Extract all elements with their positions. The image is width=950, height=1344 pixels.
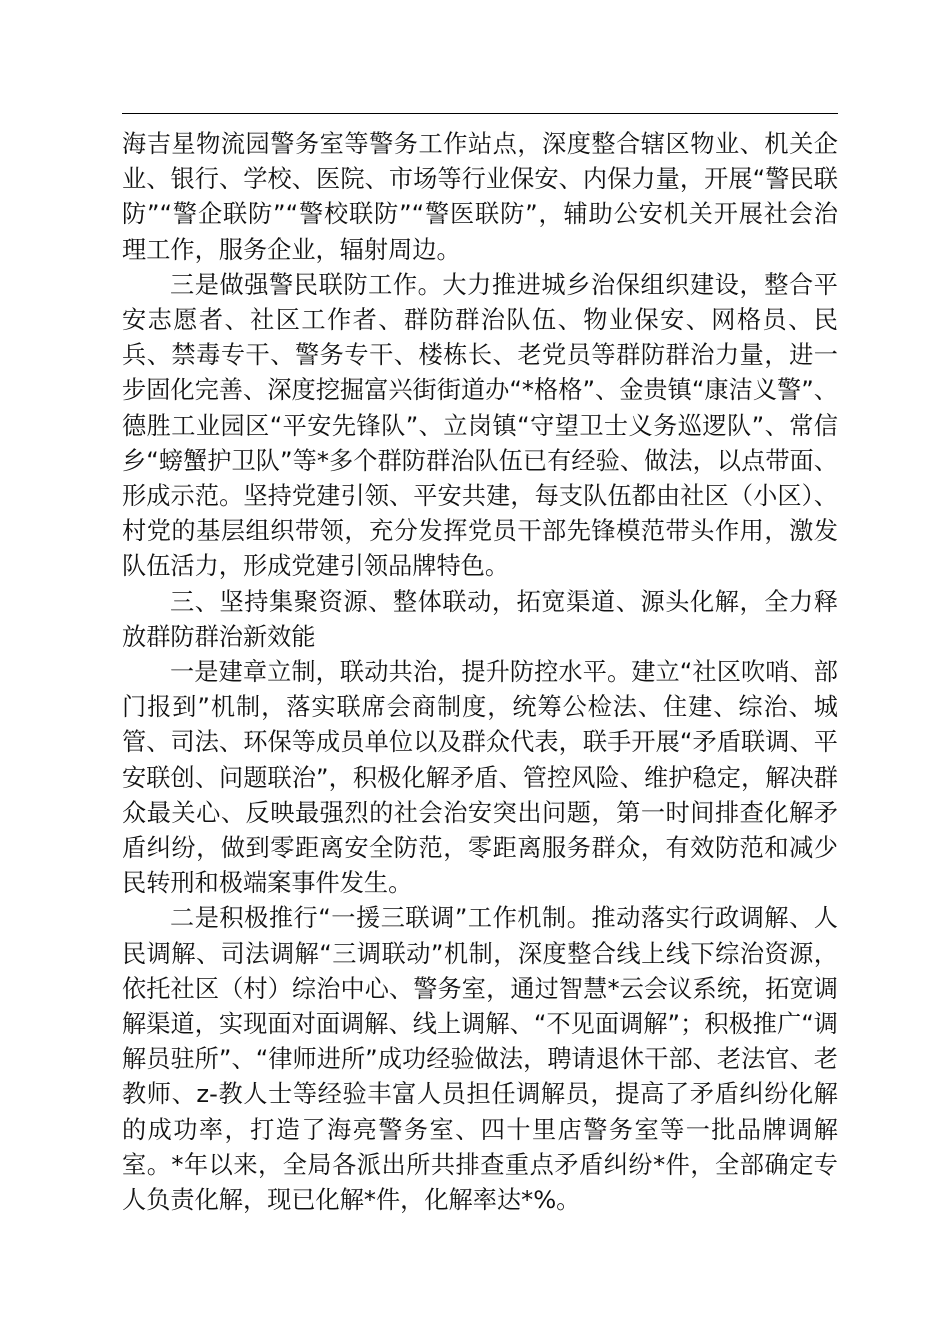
- paragraph-second-point: 二是积极推行“一援三联调”工作机制。推动落实行政调解、人民调解、司法调解“三调联动”机制，深度整合线上线下综治资源，依托社区（村）综治中心、警务室，通过智慧*云会议系统，拓宽调解渠道，实现面对面调解、线上调解、“不见面调解”；积极推广“调解员驻所”、“律师进所”成功经验做法，聘请退休干部、老法官、老教师、z-教人士等经验丰富人员担任调解员，提高了矛盾纠纷化解的成功率，打造了海亮警务室、四十里店警务室等一批品牌调解室。*年以来，全局各派出所共排查重点矛盾纠纷*件，全部确定专人负责化解，现已化解*件，化解率达*%。: [122, 904, 838, 1215]
- paragraph-third-measure: 三是做强警民联防工作。大力推进城乡治保组织建设，整合平安志愿者、社区工作者、群防群治队伍、物业保安、网格员、民兵、禁毒专干、警务专干、楼栋长、老党员等群防群治力量，进一步固化完善、深度挖掘富兴街街道办“*格格”、金贵镇“康洁义警”、德胜工业园区“平安先锋队”、立岗镇“守望卫士义务巡逻队”、常信乡“螃蟹护卫队”等*多个群防群治队伍已有经验、做法，以点带面、形成示范。坚持党建引领、平安共建，每支队伍都由社区（小区）、村党的基层组织带领，充分发挥党员干部先锋模范带头作用，激发队伍活力，形成党建引领品牌特色。: [122, 270, 838, 581]
- header-rule: [122, 113, 838, 114]
- paragraph-continuation: 海吉星物流园警务室等警务工作站点，深度整合辖区物业、机关企业、银行、学校、医院、市场等行业保安、内保力量，开展“警民联防”“警企联防”“警校联防”“警医联防”，辅助公安机关开展社会治理工作，服务企业，辐射周边。: [122, 130, 838, 264]
- document-body: [122, 127, 838, 1218]
- section-heading-three: 三、坚持集聚资源、整体联动，拓宽渠道、源头化解，全力释放群防群治新效能: [122, 587, 838, 651]
- paragraph-first-point: 一是建章立制，联动共治，提升防控水平。建立“社区吹哨、部门报到”机制，落实联席会商制度，统筹公检法、住建、综治、城管、司法、环保等成员单位以及群众代表，联手开展“矛盾联调、平安联创、问题联治”，积极化解矛盾、管控风险、维护稳定，解决群众最关心、反映最强烈的社会治安突出问题，第一时间排查化解矛盾纠纷，做到零距离安全防范，零距离服务群众，有效防范和减少民转刑和极端案事件发生。: [122, 658, 838, 898]
